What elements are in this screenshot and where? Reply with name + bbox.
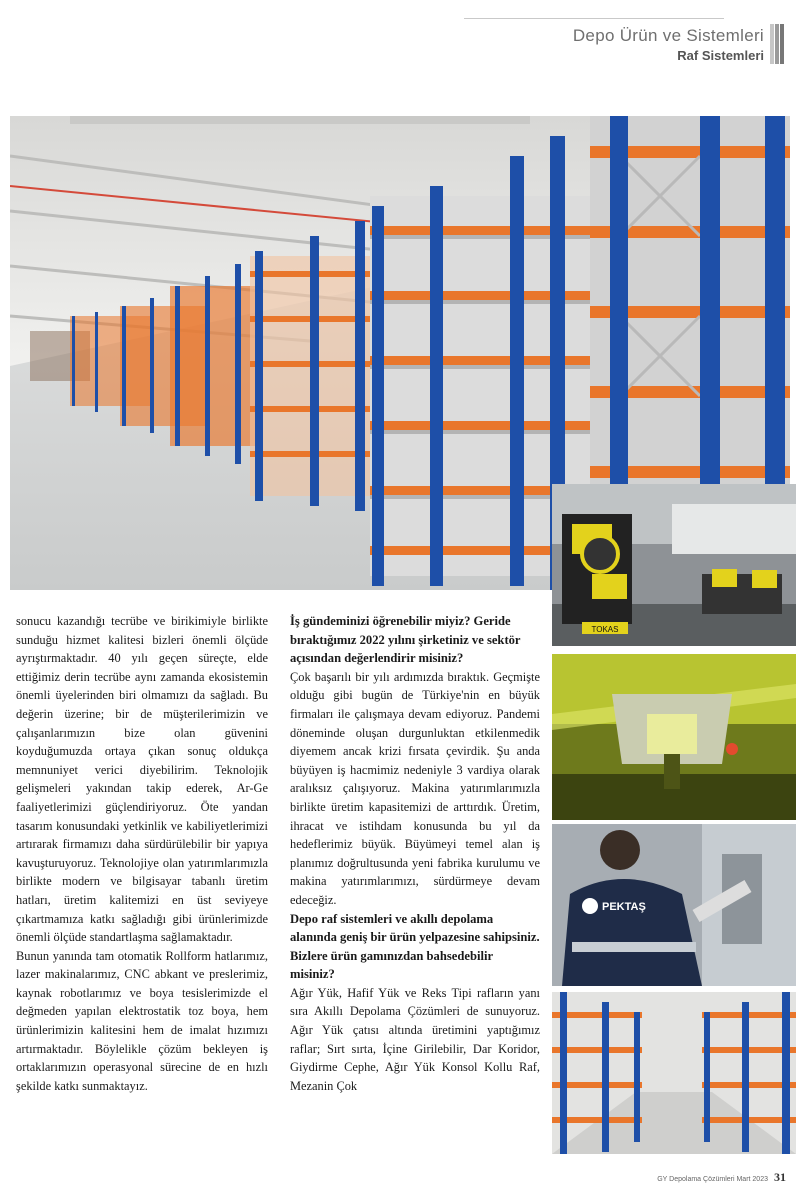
body-paragraph: sonucu kazandığı tecrübe ve birikimiyle birlikte sunduğu hizmet kalitesi bizleri önemli ölçüde ayrıştırmaktadır. 40 yılı geçen süreçte, elde ettiğimiz derin tecrübe aynı zamanda ekosistemin önemli üyelerinden biri olmamızı da sağladı. Bu değerin üzerine; bir de müşterilerimizin ve çalışanlarımızın bize olan güvenini koyduğumuzda ortaya çıkan sonuç oldukça memnuniyet verici diyebilirim. Teknolojik gelişmeleri yakından takip ederek, Ar-Ge faaliyetlerimizi güçlendiriyoruz. Öte yandan tasarım konusundaki yetkinlik ve kabiliyetlerimizi artırarak firmamızı daha sürdürülebilir bir yapıya kavuşturuyoruz. Teknolojiye olan yatırımlarımızla birlikte modern ve bilgisayar tabanlı üretim hatları, üretim kalitemizi en üst seviyeye çıkartmamıza katkı sağladığı gibi ürünlerimizde önemli ölçüde standartlaşma sağlamaktadır. — [16, 614, 268, 945]
interview-answer: Ağır Yük, Hafif Yük ve Reks Tipi rafların yanı sıra Akıllı Depolama Çözümleri de sunuyoruz. Ağır Yük çatısı altında üretimini yaptığımız raflar; Sırt sırta, İçine Girilebilir, Dar Koridor, Giydirme Cephe, Ağır Yük Konsol Kollu Raf, Mezanin Çok — [290, 985, 540, 1093]
body-paragraph: Bunun yanında tam otomatik Rollform hatlarımız, lazer makinalarımız, CNC abkant ve preslerimiz, kaynak robotlarımız ve boya tesislerimizde el değmeden yapılan elektrostatik toz boya, hem ürünlerimizin kalitesini hem de imalat hızımızı artırmaktadır. Böylelikle çözüm bekleyen iş ortaklarımızın operasyonal sürecine de en hızlı şekilde katkı sunmaktayız. — [16, 948, 268, 1093]
header-decoration-bars — [770, 24, 784, 64]
section-subtitle: Raf Sistemleri — [677, 48, 764, 63]
header-rule — [464, 18, 724, 19]
section-title: Depo Ürün ve Sistemleri — [572, 26, 764, 45]
rollform-machine-photo — [552, 484, 796, 646]
article-column-left — [16, 612, 268, 1095]
worker-logo-text: PEKTAŞ — [602, 901, 646, 913]
interview-question: İş gündeminizi öğrenebilir miyiz? Geride bıraktığımız 2022 yılını şirketiniz ve sektör açısından değerlendirir misiniz? — [290, 614, 521, 666]
page-footer — [657, 1168, 786, 1186]
page-header — [464, 18, 784, 70]
interview-question: Depo raf sistemleri ve akıllı depolama alanında geniş bir ürün yelpazesine sahipsiniz. Bizlere ürün gamınızdan bahsedebilir misiniz? — [290, 911, 540, 982]
article-column-middle — [290, 612, 540, 1095]
shelving-aisle-photo — [552, 992, 796, 1154]
laser-machine-photo — [552, 654, 796, 820]
machine-label: TOKAS — [591, 625, 619, 634]
page-number: 31 — [774, 1170, 786, 1184]
interview-answer: Çok başarılı bir yılı ardımızda bıraktık. Geçmişte olduğu gibi bugün de Türkiye'nin en büyük firmaları ile çalışmaya devam ediyoruz. Pandemi döneminde oluşan durgunluktan etkilenmedik diyemem ancak krizi fırsata çevirdik. Şu anda büyüyen iş hacmimiz nedeniyle 3 vardiya olarak aralıksız çalışıyoruz. Makina yatırımlarımızla birlikte üretim kapasitemizi de arttırdık. Üretim, ihracat ve istihdam konusunda bu yıl da hedeflerimiz büyük. Büyümeyi temel alan iş planımız doğrultusunda yeni fabrika kurulumu ve makina yatırımlarımızı, sürdürmeye devam edeceğiz. — [290, 669, 540, 907]
welding-worker-photo — [552, 824, 796, 986]
magazine-name: GY Depolama Çözümleri Mart 2023 — [657, 1176, 768, 1183]
